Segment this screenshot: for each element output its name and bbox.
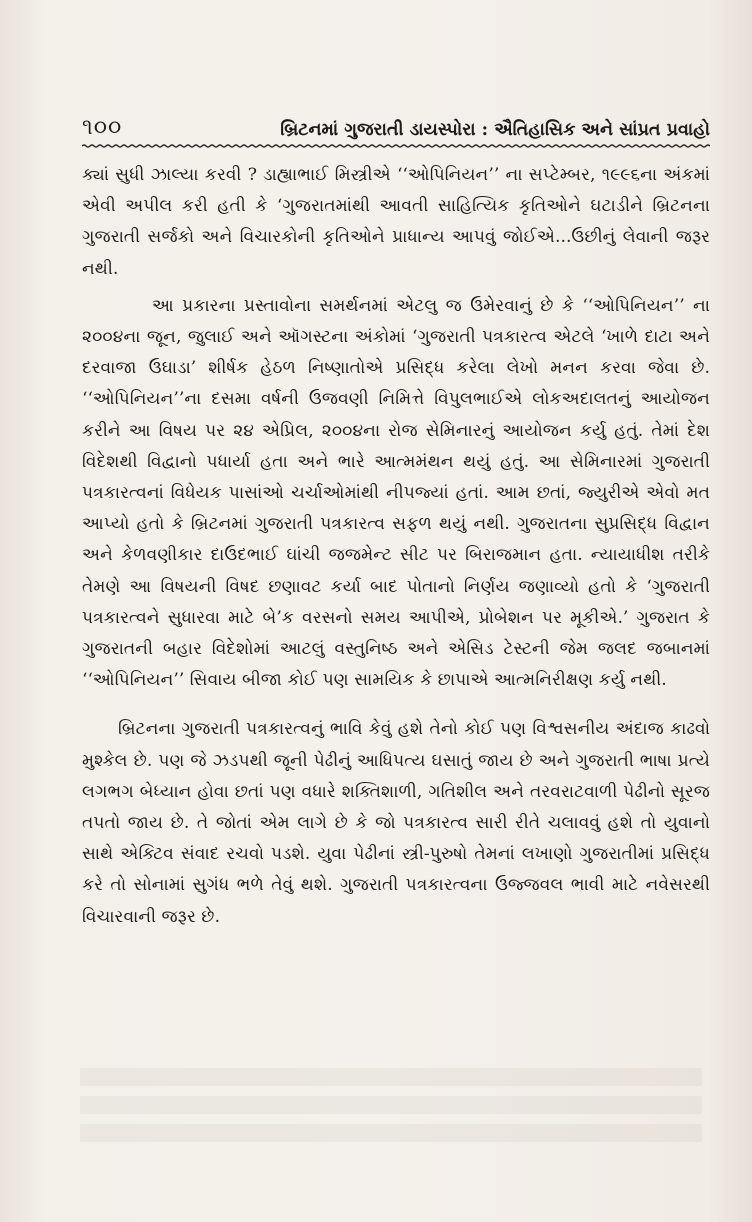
show-through-line	[80, 1124, 702, 1142]
running-head: બ્રિટનમાં ગુજરાતી ડાયસ્પોરા : ઐતિહાસિક અને સાંપ્રત પ્રવાહો	[280, 120, 710, 140]
paragraph: આ પ્રકારના પ્રસ્તાવોના સમર્થનમાં એટલુ જ ઉમેરવાનું છે કે ‘‘ઓપિનિયન’’ ના ૨૦૦૪ના જૂન, જુલાઈ અને ઑગસ્ટના અંકોમાં ‘ગુજરાતી પત્રકારત્વ એટલે ‘ખાળે દાટા અને દરવાજા ઉઘાડા’ શીર્ષક હેઠળ નિષ્ણાતોએ પ્રસિદ્ધ કરેલા લેખો મનન કરવા જેવા છે. ‘‘ઓપિનિયન’’ના દસમા વર્ષની ઉજવણી નિમિત્તે વિપુલભાઈએ લોકઅદાલતનું આયોજન કરીને આ વિષય પર ૨૪ એપ્રિલ, ૨૦૦૪ના રોજ સેમિનારનું આયોજન કર્યુ હતું. તેમાં દેશ વિદેશથી વિદ્વાનો પધાર્યા હતા અને ભારે આત્મમંથન થયું હતું. આ સેમિનારમાં ગુજરાતી પત્રકારત્વનાં વિધેયક પાસાંઓ ચર્ચાઓમાંથી નીપજ્યાં હતાં. આમ છતાં, જ્યુરીએ એવો મત આપ્યો હતો કે બ્રિટનમાં ગુજરાતી પત્રકારત્વ સફળ થયું નથી. ગુજરાતના સુપ્રસિદ્ધ વિદ્વાન અને કેળવણીકાર દાઉદભાઈ ઘાંચી જજમેન્ટ સીટ પર બિરાજમાન હતા. ન્યાયાધીશ તરીકે તેમણે આ વિષયની વિષદ છણાવટ કર્યા બાદ પોતાનો નિર્ણય જણાવ્યો હતો કે ‘ગુજરાતી પત્રકારત્વને સુધારવા માટે બે’ક વરસનો સમય આપીએ, પ્રોબેશન પર મૂકીએ.’ ગુજરાત કે ગુજરાતની બહાર વિદેશોમાં આટલું વસ્તુનિષ્ઠ અને એસિડ ટેસ્ટની જેમ જલદ જબાનમાં ‘‘ઓપિનિયન’’ સિવાય બીજા કોઈ પણ સામયિક કે છાપાએ આત્મનિરીક્ષણ કર્યુ નથી.	[82, 295, 710, 691]
body-text	[82, 160, 710, 933]
page-number: ૧૦૦	[82, 115, 123, 140]
paragraph: બ્રિટનના ગુજરાતી પત્રકારત્વનું ભાવિ કેવું હશે તેનો કોઈ પણ વિશ્વસનીય અંદાજ કાઢવો મુશ્કેલ છે. પણ જે ઝડપથી જૂની પેઢીનું આધિપત્ય ઘસાતું જાય છે અને ગુજરાતી ભાષા પ્રત્યે લગભગ બેધ્યાન હોવા છતાં પણ વધારે શક્તિશાળી, ગતિશીલ અને તરવરાટવાળી પેઢીનો સૂરજ તપતો જાય છે. તે જોતાં એમ લાગે છે કે જો પત્રકારત્વ સારી રીતે ચલાવવું હશે તો યુવાનો સાથે એક્ટિવ સંવાદ રચવો પડશે. યુવા પેઢીનાં સ્ત્રી-પુરુષો તેમનાં લખાણો ગુજરાતીમાં પ્રસિદ્ધ કરે તો સોનામાં સુગંધ ભળે તેવું થશે. ગુજરાતી પત્રકારત્વના ઉજ્જવલ ભાવી માટે નવેસરથી વિચારવાની જરૂર છે.	[82, 719, 710, 927]
paragraph: ક્યાં સુધી ઝાલ્યા કરવી ? ડાહ્યાભાઈ મિસ્ત્રીએ ‘‘ઓપિનિયન’’ ના સપ્ટેમ્બર, ૧૯૯૬ના અંકમાં એવી અપીલ કરી હતી કે ‘ગુજરાતમાંથી આવતી સાહિત્યિક કૃતિઓને ઘટાડીને બ્રિટનના ગુજરાતી સર્જકો અને વિચારકોની કૃતિઓને પ્રાધાન્ય આપવું જોઈએ...ઉછીનું લેવાની જરૂર નથી.	[82, 165, 710, 279]
show-through-line	[80, 1068, 702, 1086]
show-through-line	[80, 1096, 702, 1114]
page-header	[82, 100, 710, 140]
header-wavy-rule	[82, 143, 710, 149]
